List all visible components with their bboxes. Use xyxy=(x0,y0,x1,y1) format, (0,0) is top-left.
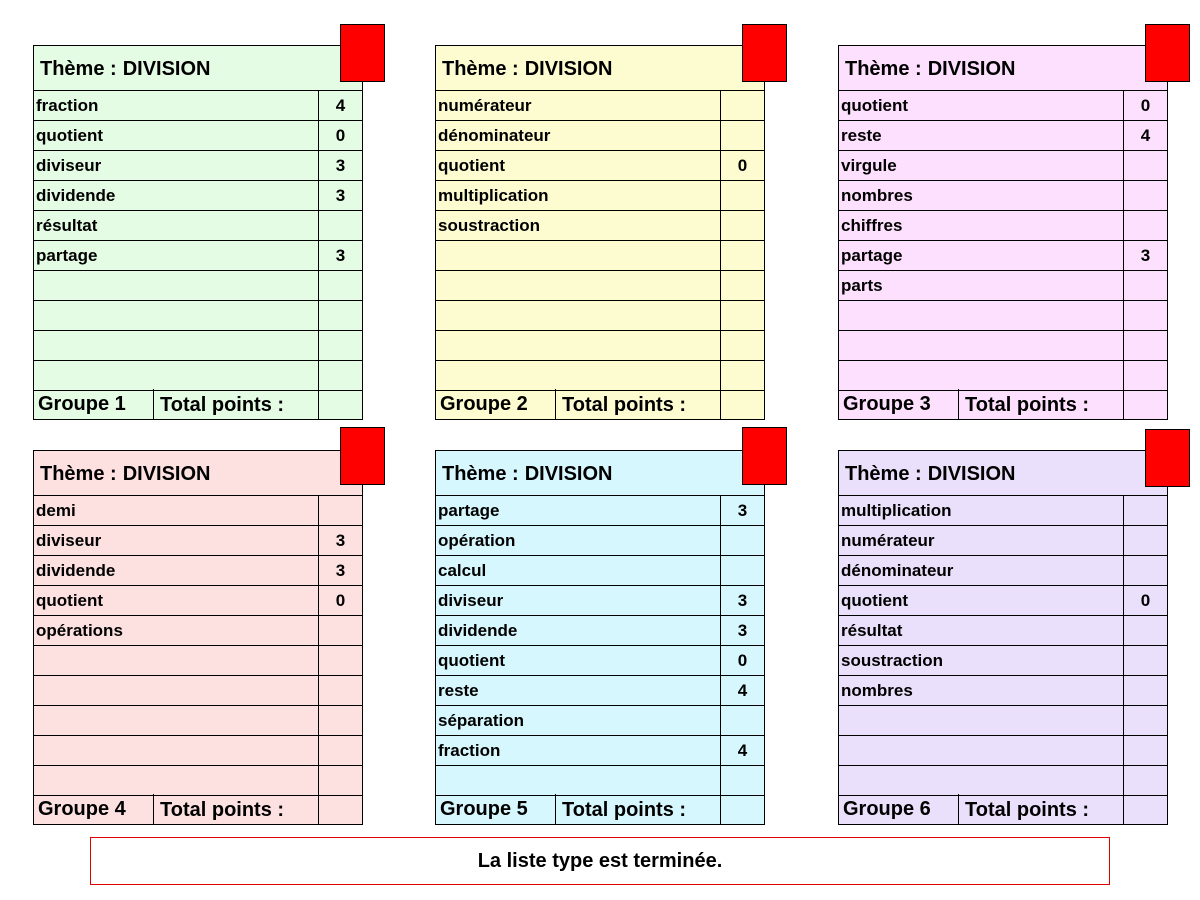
total-points-box xyxy=(720,794,764,824)
word-row xyxy=(436,736,764,766)
word-cell: diviseur xyxy=(36,156,102,175)
word-row xyxy=(436,496,764,526)
word-cell: quotient xyxy=(36,126,104,145)
theme-title xyxy=(40,58,210,81)
score-cell xyxy=(720,331,764,360)
word-row xyxy=(34,706,362,736)
score-cell xyxy=(1123,556,1167,585)
red-marker-square xyxy=(742,427,787,485)
score-cell: 3 xyxy=(318,556,362,585)
score-cell xyxy=(720,271,764,300)
word-row xyxy=(436,616,764,646)
score-cell xyxy=(720,91,764,120)
word-cell: virgule xyxy=(841,156,897,175)
score-cell xyxy=(1123,301,1167,330)
word-row xyxy=(34,151,362,181)
word-cell: nombres xyxy=(841,186,913,205)
score-cell xyxy=(1123,271,1167,300)
word-row xyxy=(436,586,764,616)
group-label: Groupe 6 xyxy=(839,794,959,824)
score-cell: 4 xyxy=(720,676,764,705)
score-cell xyxy=(1123,676,1167,705)
score-cell xyxy=(1123,181,1167,210)
word-row xyxy=(34,271,362,301)
score-cell xyxy=(720,556,764,585)
word-row xyxy=(839,586,1167,616)
score-cell: 4 xyxy=(318,91,362,120)
total-points-label: Total points : xyxy=(160,799,285,821)
word-cell: dividende xyxy=(36,561,116,580)
theme-label: Thème : xyxy=(442,463,519,485)
word-row xyxy=(839,766,1167,796)
score-cell: 0 xyxy=(318,121,362,150)
word-list xyxy=(436,91,764,391)
word-cell: fraction xyxy=(438,741,501,760)
score-cell xyxy=(720,211,764,240)
score-cell xyxy=(318,676,362,705)
word-row xyxy=(34,91,362,121)
group-label: Groupe 4 xyxy=(34,794,154,824)
red-marker-square xyxy=(1145,24,1190,82)
word-cell: dividende xyxy=(36,186,116,205)
score-cell xyxy=(720,361,764,390)
red-marker-square xyxy=(340,427,385,485)
word-row xyxy=(34,496,362,526)
theme-value: DIVISION xyxy=(927,463,1016,485)
card-footer xyxy=(839,794,1167,824)
word-row xyxy=(436,211,764,241)
score-cell xyxy=(720,706,764,735)
score-cell xyxy=(720,121,764,150)
score-cell xyxy=(318,616,362,645)
word-row xyxy=(436,556,764,586)
score-cell: 3 xyxy=(720,496,764,525)
word-cell: résultat xyxy=(841,621,903,640)
word-list xyxy=(34,91,362,391)
word-cell: opérations xyxy=(36,621,123,640)
word-cell: quotient xyxy=(438,651,506,670)
word-row xyxy=(34,331,362,361)
word-cell: multiplication xyxy=(841,501,952,520)
word-row xyxy=(34,676,362,706)
word-cell: partage xyxy=(36,246,98,265)
total-points-box xyxy=(1123,794,1167,824)
word-cell: multiplication xyxy=(438,186,549,205)
word-row xyxy=(436,646,764,676)
score-cell xyxy=(1123,526,1167,555)
theme-value: DIVISION xyxy=(524,58,613,80)
word-row xyxy=(839,526,1167,556)
word-cell: soustraction xyxy=(841,651,944,670)
word-cell: séparation xyxy=(438,711,524,730)
card-footer xyxy=(436,389,764,419)
word-row xyxy=(839,331,1167,361)
word-row xyxy=(839,556,1167,586)
word-row xyxy=(839,706,1167,736)
theme-title xyxy=(442,58,612,81)
word-cell: quotient xyxy=(841,591,909,610)
word-cell: résultat xyxy=(36,216,98,235)
card-header xyxy=(839,46,1167,91)
score-cell: 3 xyxy=(318,526,362,555)
theme-value: DIVISION xyxy=(927,58,1016,80)
word-row xyxy=(436,766,764,796)
total-points-box xyxy=(720,389,764,419)
score-cell xyxy=(1123,151,1167,180)
red-marker-square xyxy=(742,24,787,82)
word-row xyxy=(839,241,1167,271)
word-cell: nombres xyxy=(841,681,913,700)
total-points-label: Total points : xyxy=(965,394,1090,416)
word-cell: quotient xyxy=(36,591,104,610)
word-cell: numérateur xyxy=(841,531,935,550)
group-card-3 xyxy=(838,45,1168,420)
red-marker-square xyxy=(1145,429,1190,487)
group-card-2 xyxy=(435,45,765,420)
score-cell: 3 xyxy=(318,181,362,210)
word-row xyxy=(839,91,1167,121)
score-cell xyxy=(318,766,362,795)
word-list xyxy=(436,496,764,796)
total-points-box xyxy=(318,389,362,419)
total-points-box xyxy=(318,794,362,824)
group-label: Groupe 1 xyxy=(34,389,154,419)
score-cell: 3 xyxy=(318,241,362,270)
score-cell xyxy=(720,181,764,210)
word-row xyxy=(436,91,764,121)
word-row xyxy=(839,496,1167,526)
word-row xyxy=(34,361,362,391)
group-card-4 xyxy=(33,450,363,825)
word-cell: dénominateur xyxy=(438,126,551,145)
score-cell xyxy=(318,361,362,390)
score-cell xyxy=(720,766,764,795)
score-cell xyxy=(318,301,362,330)
word-row xyxy=(839,181,1167,211)
theme-label: Thème : xyxy=(845,58,922,80)
word-row xyxy=(34,616,362,646)
word-cell: parts xyxy=(841,276,883,295)
total-points-label: Total points : xyxy=(562,394,687,416)
card-header xyxy=(34,46,362,91)
word-cell: diviseur xyxy=(36,531,102,550)
word-row xyxy=(436,301,764,331)
word-row xyxy=(839,616,1167,646)
group-card-1 xyxy=(33,45,363,420)
score-cell: 3 xyxy=(318,151,362,180)
word-cell: partage xyxy=(841,246,903,265)
word-row xyxy=(34,241,362,271)
card-footer xyxy=(34,794,362,824)
theme-label: Thème : xyxy=(40,58,117,80)
word-list xyxy=(839,91,1167,391)
score-cell: 0 xyxy=(720,646,764,675)
word-cell: quotient xyxy=(438,156,506,175)
card-header xyxy=(34,451,362,496)
word-cell: diviseur xyxy=(438,591,504,610)
word-row xyxy=(839,736,1167,766)
word-cell: numérateur xyxy=(438,96,532,115)
word-cell: reste xyxy=(841,126,882,145)
total-points-label: Total points : xyxy=(965,799,1090,821)
score-cell xyxy=(1123,616,1167,645)
word-row xyxy=(839,646,1167,676)
word-row xyxy=(839,271,1167,301)
status-message: La liste type est terminée. xyxy=(90,837,1110,885)
score-cell xyxy=(1123,496,1167,525)
score-cell xyxy=(1123,646,1167,675)
score-cell xyxy=(318,271,362,300)
score-cell: 3 xyxy=(1123,241,1167,270)
score-cell: 0 xyxy=(1123,586,1167,615)
score-cell xyxy=(1123,331,1167,360)
score-cell xyxy=(318,211,362,240)
word-row xyxy=(436,151,764,181)
group-card-5 xyxy=(435,450,765,825)
score-cell: 0 xyxy=(318,586,362,615)
word-row xyxy=(436,181,764,211)
score-cell xyxy=(318,331,362,360)
word-row xyxy=(34,121,362,151)
card-footer xyxy=(839,389,1167,419)
word-list xyxy=(34,496,362,796)
word-cell: calcul xyxy=(438,561,487,580)
score-cell: 0 xyxy=(720,151,764,180)
word-cell: dénominateur xyxy=(841,561,954,580)
card-header xyxy=(839,451,1167,496)
score-cell: 4 xyxy=(720,736,764,765)
score-cell: 3 xyxy=(720,616,764,645)
word-cell: dividende xyxy=(438,621,518,640)
score-cell xyxy=(318,736,362,765)
word-row xyxy=(34,766,362,796)
score-cell xyxy=(720,526,764,555)
word-cell: partage xyxy=(438,501,500,520)
word-row xyxy=(436,121,764,151)
word-row xyxy=(436,361,764,391)
word-row xyxy=(436,676,764,706)
word-row xyxy=(436,526,764,556)
word-cell: chiffres xyxy=(841,216,903,235)
word-row xyxy=(34,211,362,241)
score-cell: 3 xyxy=(720,586,764,615)
group-label: Groupe 5 xyxy=(436,794,556,824)
word-row xyxy=(34,301,362,331)
word-cell: demi xyxy=(36,501,76,520)
group-label: Groupe 3 xyxy=(839,389,959,419)
score-cell xyxy=(1123,766,1167,795)
word-row xyxy=(34,526,362,556)
total-points-label: Total points : xyxy=(160,394,285,416)
total-points-label: Total points : xyxy=(562,799,687,821)
theme-title xyxy=(845,58,1015,81)
group-card-6 xyxy=(838,450,1168,825)
theme-title xyxy=(442,463,612,486)
card-header xyxy=(436,451,764,496)
theme-value: DIVISION xyxy=(122,463,211,485)
group-label: Groupe 2 xyxy=(436,389,556,419)
word-cell: quotient xyxy=(841,96,909,115)
word-row xyxy=(34,181,362,211)
word-row xyxy=(34,586,362,616)
theme-title xyxy=(40,463,210,486)
score-cell: 0 xyxy=(1123,91,1167,120)
word-cell: opération xyxy=(438,531,516,550)
theme-label: Thème : xyxy=(442,58,519,80)
total-points-box xyxy=(1123,389,1167,419)
word-row xyxy=(436,271,764,301)
score-cell xyxy=(318,706,362,735)
card-footer xyxy=(34,389,362,419)
word-cell: soustraction xyxy=(438,216,541,235)
word-row xyxy=(34,556,362,586)
score-cell xyxy=(318,496,362,525)
score-cell xyxy=(720,301,764,330)
word-row xyxy=(839,361,1167,391)
word-row xyxy=(34,736,362,766)
score-cell xyxy=(1123,706,1167,735)
word-list xyxy=(839,496,1167,796)
word-row xyxy=(839,301,1167,331)
theme-title xyxy=(845,463,1015,486)
theme-value: DIVISION xyxy=(122,58,211,80)
score-cell xyxy=(1123,736,1167,765)
word-row xyxy=(839,676,1167,706)
card-footer xyxy=(436,794,764,824)
word-row xyxy=(34,646,362,676)
score-cell xyxy=(720,241,764,270)
word-row xyxy=(839,121,1167,151)
score-cell: 4 xyxy=(1123,121,1167,150)
score-cell xyxy=(318,646,362,675)
word-row xyxy=(436,241,764,271)
theme-label: Thème : xyxy=(845,463,922,485)
word-row xyxy=(436,706,764,736)
card-header xyxy=(436,46,764,91)
word-cell: reste xyxy=(438,681,479,700)
word-cell: fraction xyxy=(36,96,99,115)
score-cell xyxy=(1123,211,1167,240)
score-cell xyxy=(1123,361,1167,390)
red-marker-square xyxy=(340,24,385,82)
theme-value: DIVISION xyxy=(524,463,613,485)
word-row xyxy=(839,211,1167,241)
theme-label: Thème : xyxy=(40,463,117,485)
word-row xyxy=(839,151,1167,181)
word-row xyxy=(436,331,764,361)
